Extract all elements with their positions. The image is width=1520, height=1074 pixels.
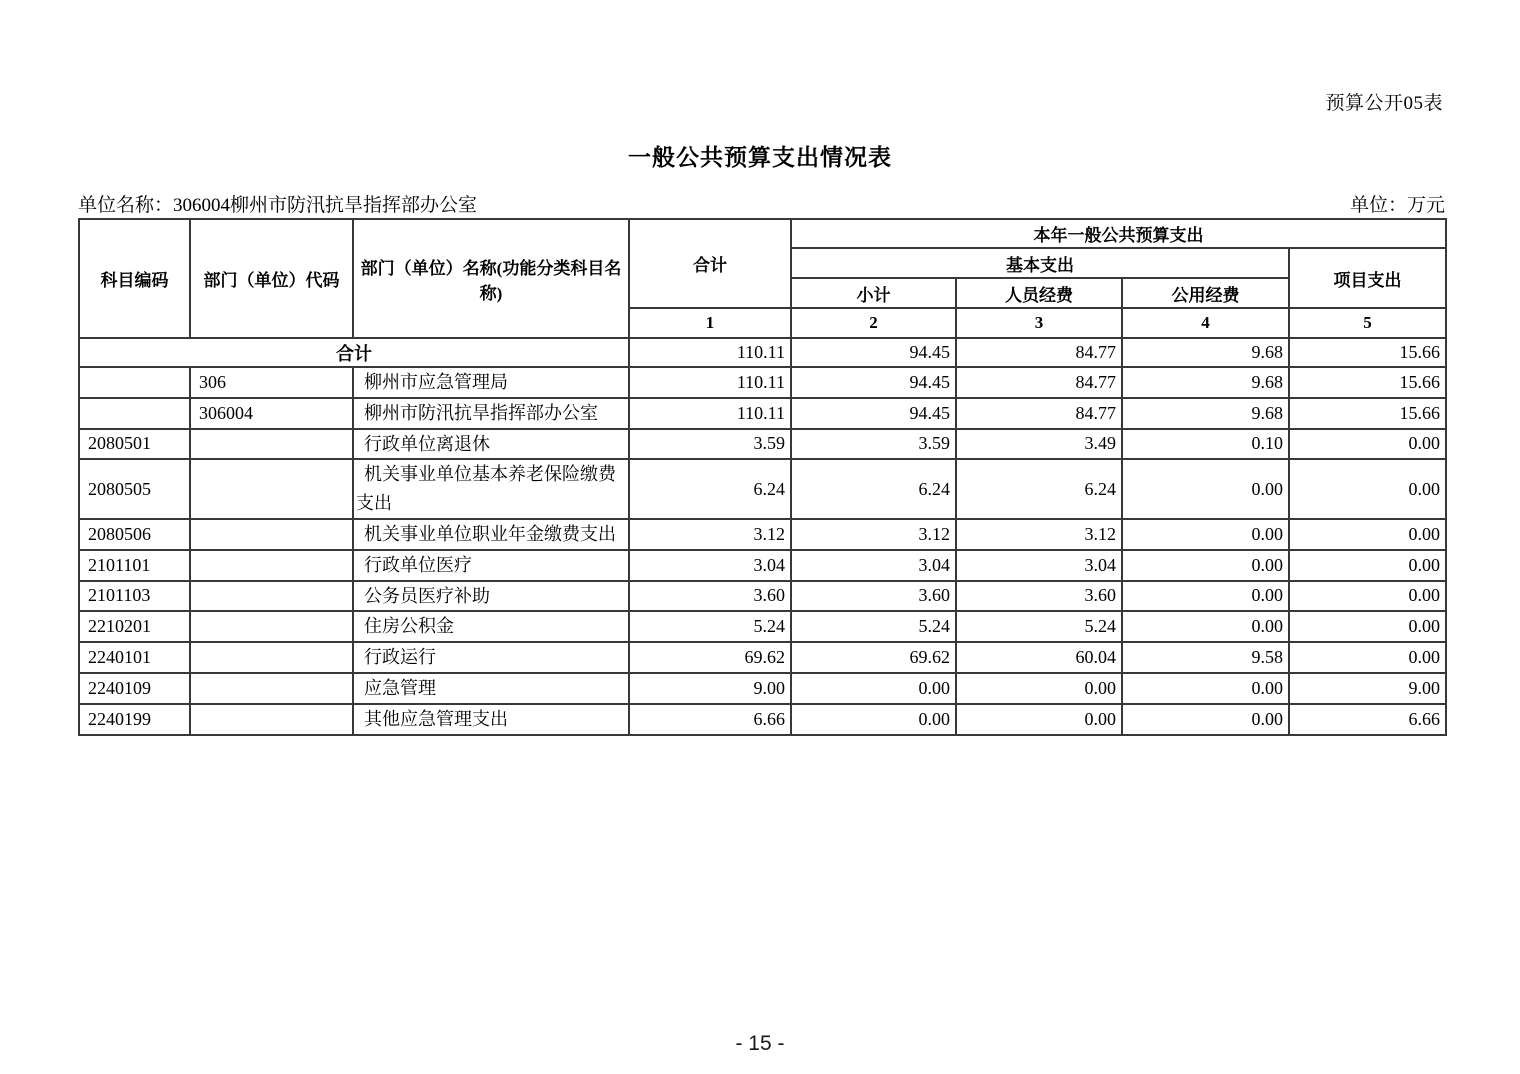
- cell-value-project: 15.66: [1289, 398, 1446, 429]
- cell-value-total: 110.11: [629, 338, 791, 367]
- table-row: [79, 398, 1446, 429]
- cell-value-public: 0.00: [1122, 581, 1289, 612]
- cell-value-subtotal: 3.04: [791, 550, 956, 581]
- cell-name: 柳州市应急管理局: [353, 367, 629, 398]
- table-row: [79, 673, 1446, 704]
- cell-value-public: 0.00: [1122, 673, 1289, 704]
- cell-value-subtotal: 0.00: [791, 673, 956, 704]
- cell-value-total: 9.00: [629, 673, 791, 704]
- cell-subject-code: 2210201: [79, 611, 190, 642]
- cell-value-subtotal: 5.24: [791, 611, 956, 642]
- cell-name: 住房公积金: [353, 611, 629, 642]
- table-row: [79, 611, 1446, 642]
- cell-value-public: 0.10: [1122, 429, 1289, 460]
- cell-value-total: 3.60: [629, 581, 791, 612]
- table-row: [79, 459, 1446, 519]
- page-number: - 15 -: [735, 1032, 785, 1055]
- col-header-personnel-funds: 人员经费: [956, 278, 1122, 308]
- cell-value-public: 9.68: [1122, 367, 1289, 398]
- cell-value-public: 0.00: [1122, 519, 1289, 550]
- cell-value-public: 9.68: [1122, 398, 1289, 429]
- col-number-3: 3: [956, 308, 1122, 338]
- budget-table: [78, 218, 1447, 736]
- col-header-subtotal: 小计: [791, 278, 956, 308]
- cell-value-personnel: 84.77: [956, 367, 1122, 398]
- cell-value-personnel: 5.24: [956, 611, 1122, 642]
- form-number-label: 预算公开05表: [1325, 93, 1443, 114]
- table-row: [79, 581, 1446, 612]
- col-group-basic-expenditure: 基本支出: [791, 248, 1289, 278]
- cell-total-label: 合计: [79, 338, 629, 367]
- col-header-total: 合计: [629, 219, 791, 308]
- table-body: [79, 338, 1446, 735]
- cell-value-personnel: 0.00: [956, 673, 1122, 704]
- cell-subject-code: 2240101: [79, 642, 190, 673]
- cell-value-subtotal: 3.12: [791, 519, 956, 550]
- cell-name: 行政单位医疗: [353, 550, 629, 581]
- cell-dept-code: [190, 550, 353, 581]
- cell-value-personnel: 0.00: [956, 704, 1122, 735]
- cell-value-total: 3.59: [629, 429, 791, 460]
- cell-value-project: 0.00: [1289, 429, 1446, 460]
- cell-value-project: 0.00: [1289, 642, 1446, 673]
- cell-subject-code: 2080501: [79, 429, 190, 460]
- cell-value-project: 0.00: [1289, 459, 1446, 519]
- cell-value-project: 0.00: [1289, 519, 1446, 550]
- cell-subject-code: 2240109: [79, 673, 190, 704]
- col-number-4: 4: [1122, 308, 1289, 338]
- cell-value-personnel: 3.60: [956, 581, 1122, 612]
- col-number-2: 2: [791, 308, 956, 338]
- col-number-1: 1: [629, 308, 791, 338]
- cell-value-project: 6.66: [1289, 704, 1446, 735]
- cell-dept-code: [190, 459, 353, 519]
- cell-name: 柳州市防汛抗旱指挥部办公室: [353, 398, 629, 429]
- cell-subject-code: 2080506: [79, 519, 190, 550]
- table-row: [79, 704, 1446, 735]
- page-title: 一般公共预算支出情况表: [628, 145, 892, 170]
- cell-value-project: 0.00: [1289, 611, 1446, 642]
- cell-value-subtotal: 94.45: [791, 398, 956, 429]
- cell-value-project: 15.66: [1289, 367, 1446, 398]
- cell-dept-code: [190, 429, 353, 460]
- unit-info-line: [78, 190, 1445, 217]
- cell-dept-code: [190, 642, 353, 673]
- cell-value-total: 6.24: [629, 459, 791, 519]
- cell-subject-code: 2101101: [79, 550, 190, 581]
- table-row: [79, 642, 1446, 673]
- cell-value-personnel: 84.77: [956, 338, 1122, 367]
- header-row-1: [79, 219, 1446, 248]
- cell-name: 应急管理: [353, 673, 629, 704]
- cell-value-total: 5.24: [629, 611, 791, 642]
- cell-value-subtotal: 3.60: [791, 581, 956, 612]
- unit-name-label: 单位名称：306004柳州市防汛抗旱指挥部办公室: [78, 195, 478, 216]
- currency-unit-label: 单位：万元: [1349, 195, 1445, 216]
- cell-value-project: 15.66: [1289, 338, 1446, 367]
- cell-subject-code: 2080505: [79, 459, 190, 519]
- cell-subject-code: 2240199: [79, 704, 190, 735]
- cell-value-total: 110.11: [629, 367, 791, 398]
- cell-value-public: 0.00: [1122, 550, 1289, 581]
- col-number-5: 5: [1289, 308, 1446, 338]
- cell-name: 其他应急管理支出: [353, 704, 629, 735]
- col-group-current-year: 本年一般公共预算支出: [791, 219, 1446, 248]
- cell-value-project: 9.00: [1289, 673, 1446, 704]
- cell-name: 公务员医疗补助: [353, 581, 629, 612]
- cell-value-public: 0.00: [1122, 611, 1289, 642]
- cell-value-public: 0.00: [1122, 704, 1289, 735]
- cell-subject-code: [79, 398, 190, 429]
- cell-value-subtotal: 3.59: [791, 429, 956, 460]
- cell-dept-code: 306: [190, 367, 353, 398]
- cell-value-subtotal: 94.45: [791, 367, 956, 398]
- cell-value-subtotal: 69.62: [791, 642, 956, 673]
- col-header-public-funds: 公用经费: [1122, 278, 1289, 308]
- cell-value-project: 0.00: [1289, 581, 1446, 612]
- table-row: [79, 429, 1446, 460]
- col-header-subject-code: 科目编码: [79, 219, 190, 338]
- col-header-project-expenditure: 项目支出: [1289, 248, 1446, 308]
- table-row: [79, 550, 1446, 581]
- col-header-dept-name: 部门（单位）名称(功能分类科目名称): [353, 219, 629, 338]
- table-header: [79, 219, 1446, 338]
- cell-name: 机关事业单位基本养老保险缴费支出: [353, 459, 629, 519]
- cell-subject-code: [79, 367, 190, 398]
- cell-value-total: 3.12: [629, 519, 791, 550]
- cell-name: 行政单位离退休: [353, 429, 629, 460]
- cell-value-total: 69.62: [629, 642, 791, 673]
- col-header-dept-code: 部门（单位）代码: [190, 219, 353, 338]
- cell-dept-code: [190, 704, 353, 735]
- cell-value-personnel: 3.04: [956, 550, 1122, 581]
- cell-value-personnel: 84.77: [956, 398, 1122, 429]
- cell-value-total: 3.04: [629, 550, 791, 581]
- cell-dept-code: [190, 673, 353, 704]
- cell-dept-code: 306004: [190, 398, 353, 429]
- cell-dept-code: [190, 611, 353, 642]
- cell-value-total: 6.66: [629, 704, 791, 735]
- cell-value-public: 0.00: [1122, 459, 1289, 519]
- cell-value-total: 110.11: [629, 398, 791, 429]
- cell-value-public: 9.58: [1122, 642, 1289, 673]
- cell-dept-code: [190, 581, 353, 612]
- cell-value-subtotal: 6.24: [791, 459, 956, 519]
- cell-value-project: 0.00: [1289, 550, 1446, 581]
- cell-value-personnel: 60.04: [956, 642, 1122, 673]
- cell-value-public: 9.68: [1122, 338, 1289, 367]
- cell-value-personnel: 6.24: [956, 459, 1122, 519]
- table-row-grand-total: [79, 338, 1446, 367]
- cell-value-subtotal: 94.45: [791, 338, 956, 367]
- cell-dept-code: [190, 519, 353, 550]
- table-row: [79, 519, 1446, 550]
- cell-value-personnel: 3.12: [956, 519, 1122, 550]
- cell-name: 机关事业单位职业年金缴费支出: [353, 519, 629, 550]
- cell-name: 行政运行: [353, 642, 629, 673]
- cell-value-personnel: 3.49: [956, 429, 1122, 460]
- table-row: [79, 367, 1446, 398]
- cell-subject-code: 2101103: [79, 581, 190, 612]
- cell-value-subtotal: 0.00: [791, 704, 956, 735]
